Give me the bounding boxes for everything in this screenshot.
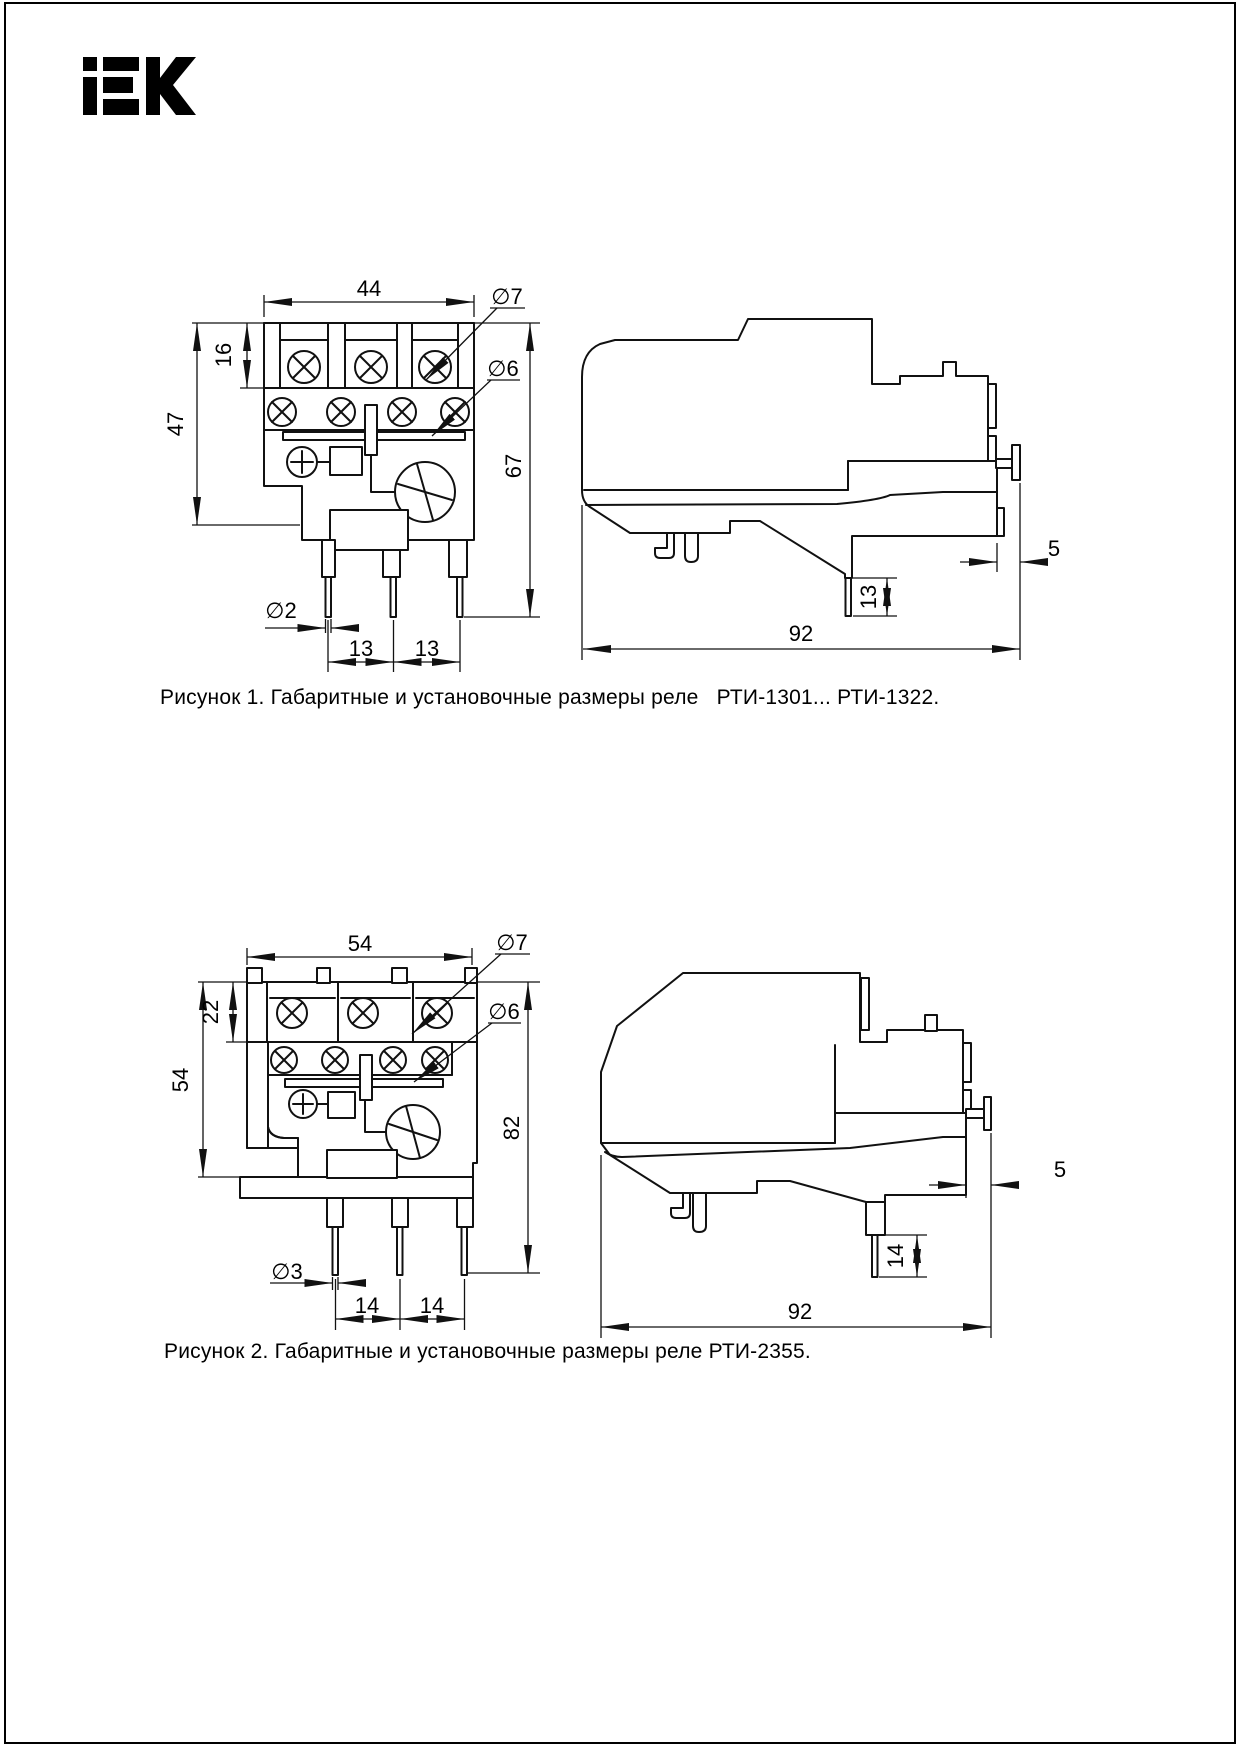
fig1-side-body (582, 319, 997, 578)
fig1-terminal-screws (288, 351, 451, 383)
fig1-dim-clip-offset: 5 (1047, 536, 1061, 561)
fig2-test-slot (360, 1055, 372, 1100)
fig2-dim-clip-offset: 5 (1053, 1157, 1067, 1182)
fig1-test-slot (365, 405, 377, 455)
fig2-dim-pitch1: 14 (354, 1293, 380, 1318)
fig1-pins (322, 540, 467, 617)
fig1-din-clip-upper (988, 384, 996, 428)
fig2-dim-aux-hole: ∅6 (488, 999, 520, 1024)
fig1-side-pin (846, 578, 852, 616)
fig2-foot-hook (671, 1193, 690, 1218)
fig2-knob (984, 1097, 991, 1130)
fig2-indicator-window (328, 1092, 355, 1118)
figure1-caption: Рисунок 1. Габаритные и установочные размеры реле РТИ-1301... РТИ-1322. (160, 686, 940, 709)
fig2-dim-pitch2: 14 (419, 1293, 445, 1318)
fig1-din-clip-lower (988, 436, 996, 461)
fig1-knob (1012, 445, 1020, 480)
fig2-dim-body-height: 54 (168, 1067, 193, 1093)
fig1-dim-body-height: 47 (163, 411, 188, 437)
fig1-knob-shaft (996, 459, 1012, 468)
fig2-base-band (240, 1177, 473, 1198)
fig2-dim-screw-hole: ∅7 (496, 930, 528, 955)
fig1-dim-terminal-height: 16 (211, 342, 236, 368)
fig2-foot-pin (693, 1193, 706, 1232)
fig1-dim-pitch1: 13 (348, 636, 374, 661)
fig1-dim-overall-height: 67 (501, 453, 526, 479)
logo-i-dot (83, 57, 97, 71)
fig1-dim-aux-hole: ∅6 (487, 356, 519, 381)
fig2-dim-width: 54 (347, 931, 373, 956)
fig1-foot-pin (685, 533, 698, 562)
fig2-dim-terminal-height: 22 (198, 999, 223, 1025)
fig1-indicator-window (330, 447, 362, 475)
fig2-knob-shaft (966, 1109, 984, 1118)
fig2-terminal-screws (277, 998, 452, 1028)
fig2-side-body (601, 973, 966, 1202)
fig2-dim-depth: 92 (787, 1299, 813, 1324)
logo-i-bar (83, 77, 97, 115)
fig1-dim-pitch2: 13 (414, 636, 440, 661)
fig2-dim-pin-dia: ∅3 (271, 1259, 303, 1284)
iek-logo (83, 57, 196, 115)
fig2-din-clip-upper (861, 978, 869, 1030)
fig1-dim-pin-length: 13 (856, 584, 881, 610)
fig1-bottom-block (330, 510, 408, 550)
fig1-side-view (582, 319, 1060, 660)
fig1-rear-plate (997, 508, 1004, 536)
logo-e-bottom (103, 99, 139, 115)
fig1-front-view (163, 276, 540, 672)
fig2-top-tab (925, 1015, 937, 1031)
logo-k (146, 57, 196, 115)
logo-e-mid (103, 77, 133, 93)
fig2-side-pin-stub (866, 1202, 885, 1235)
fig2-side-pin (872, 1235, 878, 1277)
figure2-caption: Рисунок 2. Габаритные и установочные размеры реле РТИ-2355. (164, 1340, 811, 1363)
fig2-dim-pin-length: 14 (883, 1243, 908, 1269)
fig2-dim-overall-height: 82 (499, 1115, 524, 1141)
fig1-dim-screw-hole: ∅7 (491, 284, 523, 309)
fig1-foot-hook (655, 533, 674, 558)
fig1-dim-depth: 92 (788, 621, 814, 646)
fig2-front-view (168, 930, 540, 1330)
fig2-pins (327, 1198, 473, 1275)
fig2-bottom-block (327, 1150, 397, 1178)
fig1-dim-pin-dia: ∅2 (265, 598, 297, 623)
fig2-rear-plate-upper (963, 1043, 971, 1082)
fig2-side-view (601, 973, 1066, 1338)
logo-e-top (103, 57, 139, 71)
fig1-dim-width: 44 (356, 276, 382, 301)
